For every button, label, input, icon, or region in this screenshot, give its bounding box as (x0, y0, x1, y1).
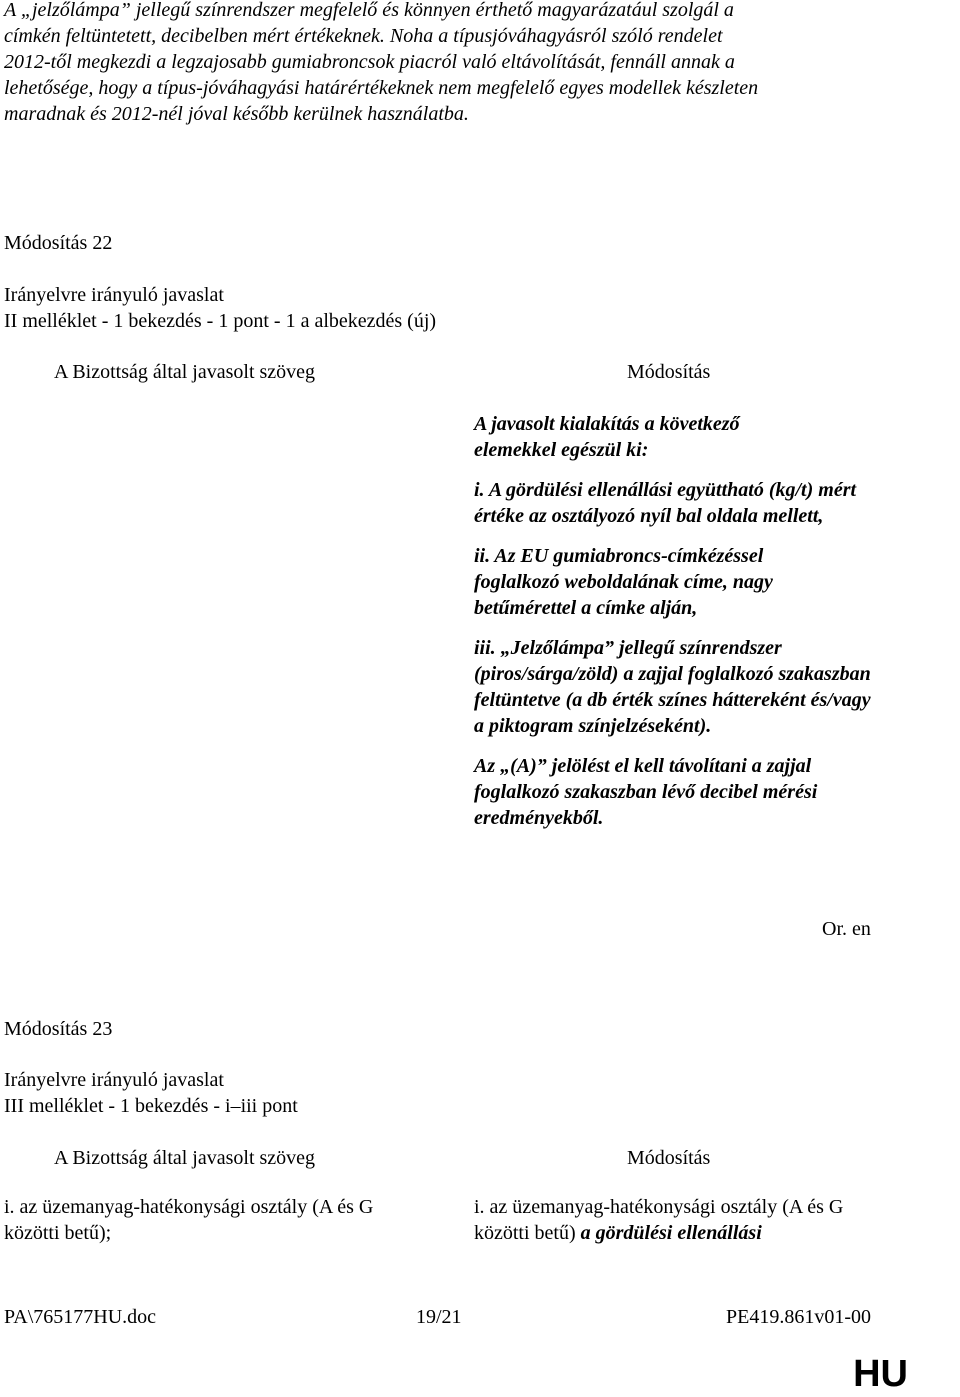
intro-line: A „jelzőlámpa” jellegű színrendszer megfelelő és könnyen érthető magyarázatául szolgál a (4, 0, 734, 21)
amendment-22-para-iii: iii. „Jelzőlámpa” jellegű színrendszer (piros/sárga/zöld) a zajjal foglalkozó szakaszban feltüntetve (a db érték színes háttereként és/vagy a piktogram színjelzéseként). (474, 637, 871, 737)
intro-line: 2012-től megkezdi a legzajosabb gumiabroncsok piacról való eltávolítását, fennáll annak a (4, 51, 735, 73)
amendment-22-reference: II melléklet - 1 bekezdés - 1 pont - 1 a albekezdés (új) (4, 310, 437, 332)
amendment-23-right-text (474, 1194, 874, 1246)
footer-language-code: HU (853, 1353, 908, 1395)
intro-paragraph (4, 0, 944, 127)
footer-page-number: 19/21 (416, 1306, 462, 1328)
amendment-22-proposal: Irányelvre irányuló javaslat (4, 284, 224, 306)
amendment-22-left-header: A Bizottság által javasolt szöveg (54, 361, 316, 383)
intro-line: lehetősége, hogy a típus-jóváhagyási határértékeknek nem megfelelő egyes modellek készleten (4, 77, 759, 99)
amendment-23-title: Módosítás 23 (4, 1018, 113, 1040)
amendment-22-right-header: Módosítás (627, 361, 711, 383)
amendment-23-left-text: i. az üzemanyag-hatékonysági osztály (A és G közötti betű); (4, 1196, 374, 1244)
amendment-22-para-i: i. A gördülési ellenállási együttható (kg/t) mért értéke az osztályozó nyíl bal oldala mellett, (474, 479, 857, 527)
amendment-23-proposal: Irányelvre irányuló javaslat (4, 1069, 224, 1091)
amendment-23-right-plain: i. az üzemanyag-hatékonysági osztály (A és G közötti betű) (474, 1196, 844, 1244)
intro-line: maradnak és 2012-nél jóval később kerülnek használatba. (4, 103, 469, 125)
original-language: Or. en (822, 918, 871, 940)
amendment-22-para-remove: Az „(A)” jelölést el kell távolítani a zajjal foglalkozó szakaszban lévő decibel mérési eredményekből. (474, 755, 818, 829)
amendment-22-title: Módosítás 22 (4, 232, 113, 254)
amendment-22-para-ii: ii. Az EU gumiabroncs-címkézéssel foglalkozó weboldalának címe, nagy betűmérettel a címke alján, (474, 545, 773, 619)
amendment-23-left-header: A Bizottság által javasolt szöveg (54, 1147, 316, 1169)
amendment-22-right-column (474, 411, 914, 845)
amendment-23-reference: III melléklet - 1 bekezdés - i–iii pont (4, 1095, 298, 1117)
amendment-22-para-intro: A javasolt kialakítás a következő elemekkel egészül ki: (474, 413, 740, 461)
intro-line: címkén feltüntetett, decibelben mért értékeknek. Noha a típusjóváhagyásról szóló rendelet (4, 25, 723, 47)
footer-doc-ref: PA\765177HU.doc (4, 1306, 157, 1328)
amendment-23-right-emphasis: a gördülési ellenállási (580, 1222, 762, 1244)
footer-pe-ref: PE419.861v01-00 (726, 1306, 871, 1328)
amendment-23-right-header: Módosítás (627, 1147, 711, 1169)
